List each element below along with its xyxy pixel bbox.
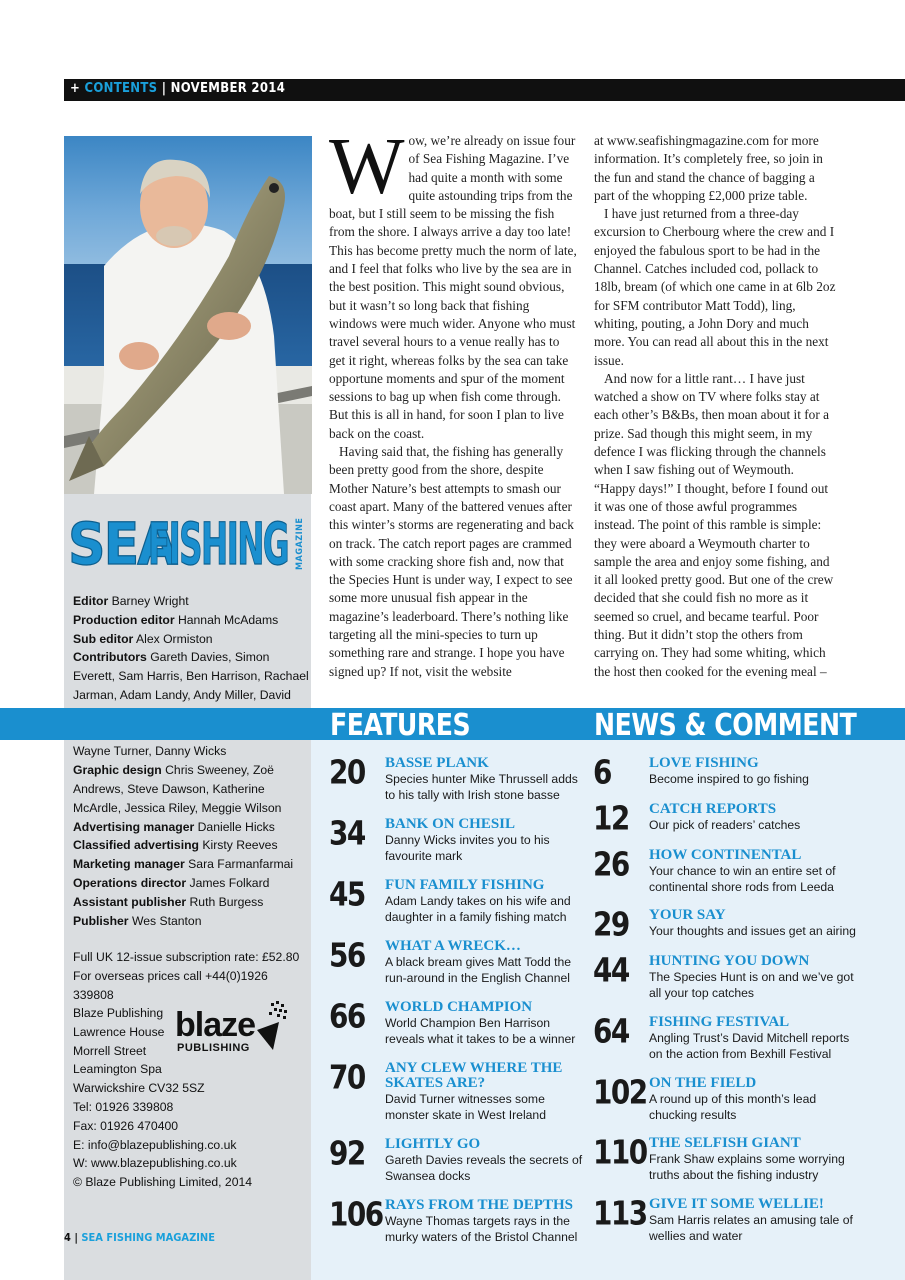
toc-page-number: 56 (329, 936, 365, 975)
editorial-paragraph (329, 123, 577, 443)
toc-description-line: A round up of this month’s lead (649, 1092, 817, 1106)
page-number: 4 (64, 1231, 71, 1244)
logo-magazine: MAGAZINE (295, 517, 305, 570)
address-line: © Blaze Publishing Limited, 2014 (73, 1175, 253, 1190)
toc-description (385, 1092, 546, 1123)
credit-names: Wes Stanton (131, 913, 202, 928)
toc-description-line: to his tally with Irish stone basse (385, 787, 560, 802)
toc-description-line: Swansea docks (385, 1168, 471, 1183)
toc-item[interactable] (329, 1058, 589, 1122)
toc-description (385, 1214, 577, 1245)
toc-item[interactable] (329, 875, 589, 928)
toc-page-number: 102 (593, 1073, 647, 1112)
toc-item[interactable] (329, 753, 589, 806)
toc-description-line: wellies and water (649, 1228, 743, 1243)
toc-description-line: Frank Shaw explains some worrying (649, 1152, 845, 1166)
address-line: Lawrence House (73, 1024, 165, 1039)
toc-page-number: 66 (329, 997, 365, 1036)
toc-page-number: 44 (593, 951, 629, 990)
footer-separator: | (70, 1231, 82, 1244)
toc-title[interactable]: HOW CONTINENTAL (649, 847, 802, 863)
credit-entry (73, 650, 309, 758)
news-title: NEWS & COMMENT (594, 707, 857, 743)
toc-description-line: Sam Harris relates an amusing tale of (649, 1213, 853, 1227)
credit-entry (73, 613, 278, 627)
toc-description (385, 1016, 575, 1047)
address-line: Fax: 01926 470400 (73, 1118, 179, 1133)
toc-description-line: A black bream gives Matt Todd the (385, 955, 572, 969)
address-line: Blaze Publishing (73, 1006, 164, 1020)
toc-description-line: Angling Trust’s David Mitchell reports (649, 1031, 850, 1045)
credit-names: Hannah McAdams (177, 612, 279, 627)
toc-description-line: run-around in the English Channel (385, 970, 570, 985)
breadcrumb (70, 81, 285, 96)
credit-names: Gareth Davies, Simon Everett, Sam Harris, Ben Harrison, Rachael Jarman, Adam Landy, Andy Miller, David Wayne Turner, Danny Wicks (73, 650, 309, 759)
toc-item[interactable] (593, 1194, 853, 1247)
toc-description-line: favourite mark (385, 848, 463, 863)
toc-description (385, 833, 550, 864)
logo-sea: SEA (68, 510, 176, 578)
plus-marker: + (70, 81, 81, 96)
editorial-column-1 (329, 123, 577, 681)
toc-description (649, 970, 854, 1001)
toc-title[interactable]: GIVE IT SOME WELLIE! (649, 1196, 824, 1212)
toc-description-line: Gareth Davies reveals the secrets of (385, 1153, 583, 1167)
credit-role: Production editor (73, 612, 175, 627)
toc-description-line: monster skate in West Ireland (385, 1107, 546, 1122)
credit-role: Marketing manager (73, 857, 185, 872)
toc-item[interactable] (593, 1133, 853, 1186)
toc-description-line: daughter in a family fishing match (385, 909, 567, 924)
sea-fishing-logo (66, 508, 308, 578)
address-line: Tel: 01926 339808 (73, 1099, 174, 1114)
toc-description-line: murky waters of the Bristol Channel (385, 1229, 578, 1244)
address-line: Morrell Street (73, 1043, 147, 1058)
address-line: W: www.blazepublishing.co.uk (73, 1156, 237, 1171)
toc-title[interactable]: BANK ON CHESIL (385, 816, 516, 832)
toc-page-number: 110 (593, 1133, 647, 1172)
credit-role: Advertising manager (73, 819, 195, 834)
credit-names: Alex Ormiston (135, 631, 213, 646)
toc-title[interactable]: WHAT A WRECK… (385, 938, 521, 954)
toc-title[interactable]: YOUR SAY (649, 907, 726, 923)
toc-title[interactable]: ANY CLEW WHERE THE SKATES ARE? (385, 1060, 563, 1091)
toc-item[interactable] (593, 951, 854, 1004)
features-title: FEATURES (330, 707, 471, 743)
toc-description-line: reveals what it takes to be a winner (385, 1031, 576, 1046)
credit-names: Ruth Burgess (189, 894, 264, 909)
toc-description-line: on the action from Bexhill Festival (649, 1046, 832, 1061)
credit-role: Graphic design (73, 763, 162, 778)
toc-title[interactable]: FISHING FESTIVAL (649, 1014, 790, 1030)
toc-page-number: 70 (329, 1058, 365, 1097)
toc-item[interactable] (593, 905, 856, 958)
toc-title[interactable]: WORLD CHAMPION (385, 999, 533, 1015)
toc-page-number: 26 (593, 845, 629, 884)
credit-entry (73, 632, 213, 646)
credit-role: Editor (73, 594, 109, 608)
credit-entry (73, 594, 189, 608)
header-separator: | (157, 81, 171, 96)
credit-role: Assistant publisher (73, 894, 187, 909)
toc-description-line: Species hunter Mike Thrussell adds (385, 772, 578, 786)
toc-item[interactable] (593, 1012, 853, 1065)
toc-description (649, 924, 856, 940)
toc-title[interactable]: HUNTING YOU DOWN (649, 953, 810, 969)
credit-names: Barney Wright (111, 594, 189, 608)
toc-page-number: 64 (593, 1012, 629, 1051)
toc-page-number: 92 (329, 1134, 365, 1173)
header-bar (64, 79, 905, 101)
toc-title[interactable]: LIGHTLY GO (385, 1136, 481, 1152)
credit-entry (73, 914, 202, 928)
credit-names: James Folkard (189, 875, 270, 890)
credit-entry (73, 820, 275, 834)
toc-page-number: 12 (593, 799, 629, 838)
credit-names: Chris Sweeney, Zoë Andrews, Steve Dawson, Katherine McArdle, Jessica Riley, Meggie Wilson (73, 763, 282, 815)
toc-description-line: The Species Hunt is on and we’ve got (649, 970, 854, 984)
toc-page-number: 34 (329, 814, 365, 853)
toc-description (649, 818, 800, 834)
logo-fishing: FISHING (148, 510, 288, 578)
toc-title[interactable]: ON THE FIELD (649, 1075, 757, 1091)
toc-description-line: Your chance to win an entire set of (649, 864, 836, 878)
blaze-publishing-logo (175, 1000, 293, 1056)
toc-page-number: 45 (329, 875, 365, 914)
toc-item[interactable] (329, 1195, 589, 1248)
toc-item[interactable] (593, 1073, 853, 1126)
subscription-line: For overseas prices call +44(0)1926 339808 (73, 968, 268, 1002)
credit-entry (73, 895, 263, 909)
toc-title[interactable]: LOVE FISHING (649, 755, 759, 771)
subscription-line: Full UK 12-issue subscription rate: £52.80 (73, 950, 300, 964)
toc-description-line: Danny Wicks invites you to his (385, 833, 550, 847)
blaze-word: blaze (175, 1006, 256, 1044)
toc-title[interactable]: THE SELFISH GIANT (649, 1135, 801, 1151)
toc-page-number: 20 (329, 753, 365, 792)
toc-description-line: Your thoughts and issues get an airing (649, 924, 856, 938)
address-line: E: info@blazepublishing.co.uk (73, 1137, 237, 1152)
toc-description (385, 894, 571, 925)
editorial-column-2 (594, 132, 838, 681)
credit-role: Contributors (73, 650, 147, 665)
toc-item[interactable] (593, 845, 853, 898)
credit-entry (73, 857, 293, 871)
toc-item[interactable] (329, 1134, 589, 1187)
address-line: Warwickshire CV32 5SZ (73, 1081, 205, 1096)
toc-page-number: 29 (593, 905, 629, 944)
editorial-paragraph: Having said that, the fishing has generally been pretty good from the shore, despite Mother Nature’s best attempts to smash our coast apart. Many of the battered venues after this winter’s storms are regenerating and back on track. The catch report pages are crammed with some cracking shore fish and, now that the Species Hunt is under way, I expect to see some more unusual fish appear in the magazine’s leaderboard. There’s nothing like targeting all the mini-species to turn up something rare and strange. I hope you have signed up? If not, visit the website (329, 444, 574, 679)
credit-names: Kirsty Reeves (202, 838, 278, 853)
toc-description (649, 1092, 816, 1123)
editor-photo (64, 136, 312, 494)
credit-entry (73, 838, 278, 852)
toc-page-number: 6 (593, 753, 611, 792)
toc-description (649, 1152, 845, 1183)
credit-entry (73, 763, 281, 815)
toc-title[interactable]: CATCH REPORTS (649, 801, 777, 817)
editorial-paragraph: I have just returned from a three-day excursion to Cherbourg where the crew and I enjoyed the fabulous sport to be had in the Channel. Catches included cod, pollack to 18lb, bream (of which one came in at 6lb 2oz for SFM contributor Matt Todd), ling, whiting, pouting, a John Dory and much more. You can read all about this in the next issue. (594, 206, 836, 368)
editorial-paragraph: And now for a little rant… I have just watched a show on TV where folks stay at each other’s B&Bs, then moan about it for a prize. Sad though this might seem, in my defence I was flicking through the channels when I saw fishing out of Weymouth. “Happy days!” I thought, before I found out it was one of those awful programmes instead. The point of this ramble is simple: they were aboard a Weymouth charter to sample the area and enjoy some fishing, and it all looked pretty good. But one of the crew decided that she could fish no more as it seemed so cruel, and became tearful. Poor thing. But it didn’t stop the others from carrying on. They had some whiting, which the host then cooked for the evening meal – (594, 370, 834, 679)
toc-page-number: 106 (329, 1195, 383, 1234)
toc-description-line: Our pick of readers’ catches (649, 818, 801, 832)
address-line: Leamington Spa (73, 1062, 162, 1077)
credit-names: Sara Farmanfarmai (188, 857, 294, 872)
toc-title[interactable]: FUN FAMILY FISHING (385, 877, 545, 893)
toc-item[interactable] (593, 799, 853, 852)
credit-entry (73, 876, 269, 890)
paragraph-text: ow, we’re already on issue four of Sea Fishing Magazine. I’ve had quite a month with some quite astounding trips from the boat, but I still seem to be missing the fish from the shore. I always arrive a day too late! This has become pretty much the norm of late, and I feel that folks who live by the sea are in the best position. This might sound obvious, but it wasn’t so long back that fishing windows were much wider. Anyone who must travel several hours to a venue really has to get it right, whereas folks by the sea can take opportune moments and spur of the moment sessions to bag up when fish come through. But this is all in hand, for soon I plan to live back on the coast. (329, 133, 577, 441)
toc-title[interactable]: BASSE PLANK (385, 755, 489, 771)
toc-description-line: Wayne Thomas targets rays in the (385, 1214, 570, 1228)
toc-description (385, 1153, 582, 1184)
toc-page-number: 113 (593, 1194, 647, 1233)
section-name: CONTENTS (84, 81, 158, 96)
toc-description-line: truths about the fishing industry (649, 1167, 819, 1182)
toc-item[interactable] (593, 753, 853, 806)
toc-item[interactable] (329, 814, 589, 867)
page-footer (64, 1231, 215, 1244)
credit-role: Operations director (73, 875, 187, 890)
credit-names: Danielle Hicks (197, 819, 275, 834)
toc-description-line: Become inspired to go fishing (649, 772, 809, 786)
toc-description-line: continental shore rods from Leeda (649, 879, 834, 894)
toc-description (649, 864, 836, 895)
credit-role: Classified advertising (73, 838, 199, 853)
toc-item[interactable] (329, 997, 589, 1050)
toc-description (649, 1213, 853, 1244)
toc-description-line: all your top catches (649, 985, 755, 1000)
toc-item[interactable] (329, 936, 589, 989)
toc-title[interactable]: RAYS FROM THE DEPTHS (385, 1197, 573, 1213)
toc-description-line: chucking results (649, 1107, 737, 1122)
subscription-info (73, 948, 309, 1004)
footer-title: SEA FISHING MAGAZINE (81, 1231, 215, 1244)
toc-description (385, 955, 571, 986)
staff-credits (73, 592, 309, 930)
toc-description (385, 772, 578, 803)
credit-role: Publisher (73, 913, 129, 928)
toc-description (649, 1031, 849, 1062)
toc-description-line: David Turner witnesses some (385, 1092, 545, 1106)
drop-cap: W (329, 123, 405, 211)
toc-description-line: Adam Landy takes on his wife and (385, 894, 571, 908)
credit-role: Sub editor (73, 631, 134, 646)
toc-description (649, 772, 809, 788)
blaze-sub: PUBLISHING (177, 1042, 250, 1054)
toc-description-line: World Champion Ben Harrison (385, 1016, 551, 1030)
editorial-paragraph: at www.seafishingmagazine.com for more information. It’s completely free, so join in the fun and stand the chance of bagging a part of the whopping £2,000 prize table. (594, 133, 823, 203)
issue-date: NOVEMBER 2014 (170, 81, 286, 96)
